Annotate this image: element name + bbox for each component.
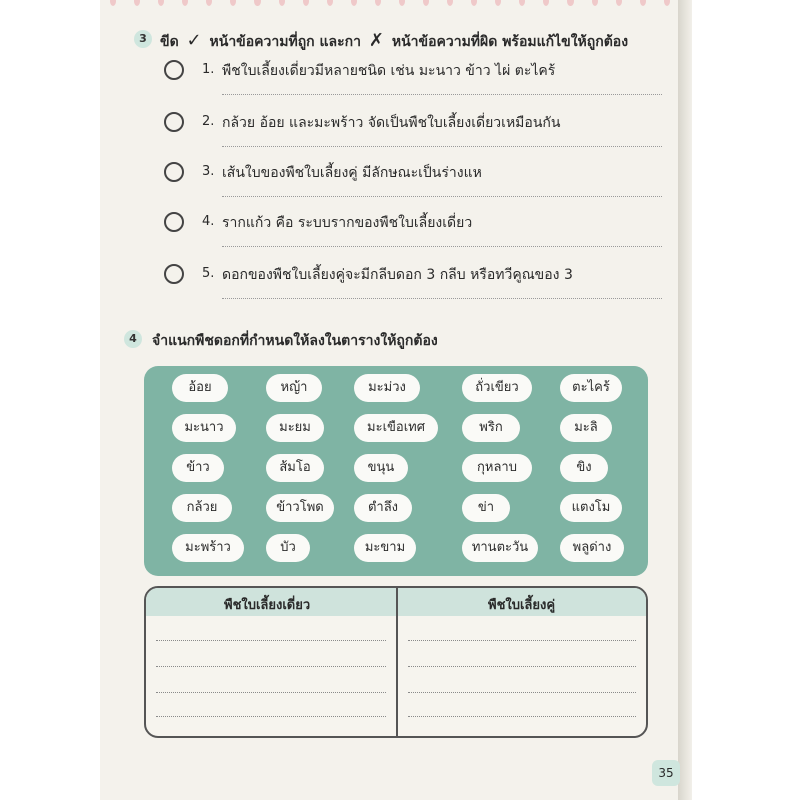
plant-chip: ข่า bbox=[462, 494, 510, 522]
item-text: เส้นใบของพืชใบเลี้ยงคู่ มีลักษณะเป็นร่างแห bbox=[222, 165, 482, 181]
plant-chip: มะนาว bbox=[172, 414, 236, 442]
item-number: 3. bbox=[202, 164, 215, 179]
answer-circle[interactable] bbox=[164, 162, 184, 182]
plant-chip: ทานตะวัน bbox=[462, 534, 538, 562]
plant-chip: ตะไคร้ bbox=[560, 374, 622, 402]
answer-line[interactable] bbox=[222, 196, 662, 197]
item-text: ดอกของพืชใบเลี้ยงคู่จะมีกลีบดอก 3 กลีบ หรือทวีคูณของ 3 bbox=[222, 267, 573, 283]
answer-line[interactable] bbox=[222, 146, 662, 147]
answer-circle[interactable] bbox=[164, 264, 184, 284]
statement-item bbox=[164, 264, 684, 290]
plant-chip: ส้มโอ bbox=[266, 454, 324, 482]
check-mark-icon: ✓ bbox=[186, 30, 202, 51]
plant-chip: ข้าว bbox=[172, 454, 224, 482]
classification-table bbox=[144, 586, 648, 738]
item-number: 2. bbox=[202, 114, 215, 129]
answer-circle[interactable] bbox=[164, 60, 184, 80]
item-text: รากแก้ว คือ ระบบรากของพืชใบเลี้ยงเดี่ยว bbox=[222, 215, 473, 231]
instruction-part1: ขีด bbox=[160, 34, 179, 50]
plant-chip: ตำลึง bbox=[354, 494, 412, 522]
answer-line[interactable] bbox=[222, 298, 662, 299]
section-4-heading: จำแนกพืชดอกที่กำหนดให้ลงในตารางให้ถูกต้อง bbox=[152, 333, 438, 349]
column-monocot-header: พืชใบเลี้ยงเดี่ยว bbox=[224, 598, 311, 613]
plant-chip: บัว bbox=[266, 534, 310, 562]
plant-chip: มะเขือเทศ bbox=[354, 414, 438, 442]
answer-line[interactable] bbox=[156, 692, 386, 693]
plant-chip: มะพร้าว bbox=[172, 534, 244, 562]
section-4-badge: 4 bbox=[124, 330, 142, 348]
item-text: กล้วย อ้อย และมะพร้าว จัดเป็นพืชใบเลี้ยงเดี่ยวเหมือนกัน bbox=[222, 115, 561, 131]
answer-line[interactable] bbox=[156, 716, 386, 717]
plant-chip: มะม่วง bbox=[354, 374, 420, 402]
workbook-page bbox=[100, 0, 692, 800]
statement-item bbox=[164, 60, 684, 86]
answer-circle[interactable] bbox=[164, 112, 184, 132]
item-number: 1. bbox=[202, 62, 215, 77]
plant-chip: ถั่วเขียว bbox=[462, 374, 532, 402]
answer-line[interactable] bbox=[156, 640, 386, 641]
decorative-dots bbox=[100, 0, 670, 14]
answer-circle[interactable] bbox=[164, 212, 184, 232]
instruction-part2: หน้าข้อความที่ถูก และกา bbox=[209, 34, 361, 50]
plant-chip: กล้วย bbox=[172, 494, 232, 522]
section-3-badge: 3 bbox=[134, 30, 152, 48]
answer-line[interactable] bbox=[408, 716, 636, 717]
answer-line[interactable] bbox=[156, 666, 386, 667]
table-divider bbox=[396, 588, 398, 736]
plant-chip: พริก bbox=[462, 414, 520, 442]
cross-mark-icon: ✗ bbox=[368, 30, 384, 51]
statement-item bbox=[164, 212, 684, 238]
item-text: พืชใบเลี้ยงเดี่ยวมีหลายชนิด เช่น มะนาว ข้าว ไผ่ ตะไคร้ bbox=[222, 63, 556, 79]
plant-chip: กุหลาบ bbox=[462, 454, 532, 482]
answer-line[interactable] bbox=[408, 640, 636, 641]
plant-chip: ขิง bbox=[560, 454, 608, 482]
plant-word-panel bbox=[144, 366, 648, 576]
answer-line[interactable] bbox=[408, 692, 636, 693]
plant-chip: ขนุน bbox=[354, 454, 408, 482]
plant-chip: ข้าวโพด bbox=[266, 494, 334, 522]
page-number: 35 bbox=[652, 760, 680, 786]
item-number: 5. bbox=[202, 266, 215, 281]
plant-chip: มะขาม bbox=[354, 534, 416, 562]
plant-chip: มะยม bbox=[266, 414, 324, 442]
instruction-part3: หน้าข้อความที่ผิด พร้อมแก้ไขให้ถูกต้อง bbox=[391, 34, 629, 50]
plant-chip: มะลิ bbox=[560, 414, 612, 442]
answer-line[interactable] bbox=[222, 246, 662, 247]
plant-chip: พลูด่าง bbox=[560, 534, 624, 562]
item-number: 4. bbox=[202, 214, 215, 229]
section-3-heading bbox=[160, 30, 628, 53]
answer-line[interactable] bbox=[408, 666, 636, 667]
statement-item bbox=[164, 162, 684, 188]
plant-chip: หญ้า bbox=[266, 374, 322, 402]
statement-item bbox=[164, 112, 684, 138]
plant-chip: อ้อย bbox=[172, 374, 228, 402]
plant-chip: แตงโม bbox=[560, 494, 622, 522]
answer-line[interactable] bbox=[222, 94, 662, 95]
column-dicot-header: พืชใบเลี้ยงคู่ bbox=[488, 598, 556, 613]
